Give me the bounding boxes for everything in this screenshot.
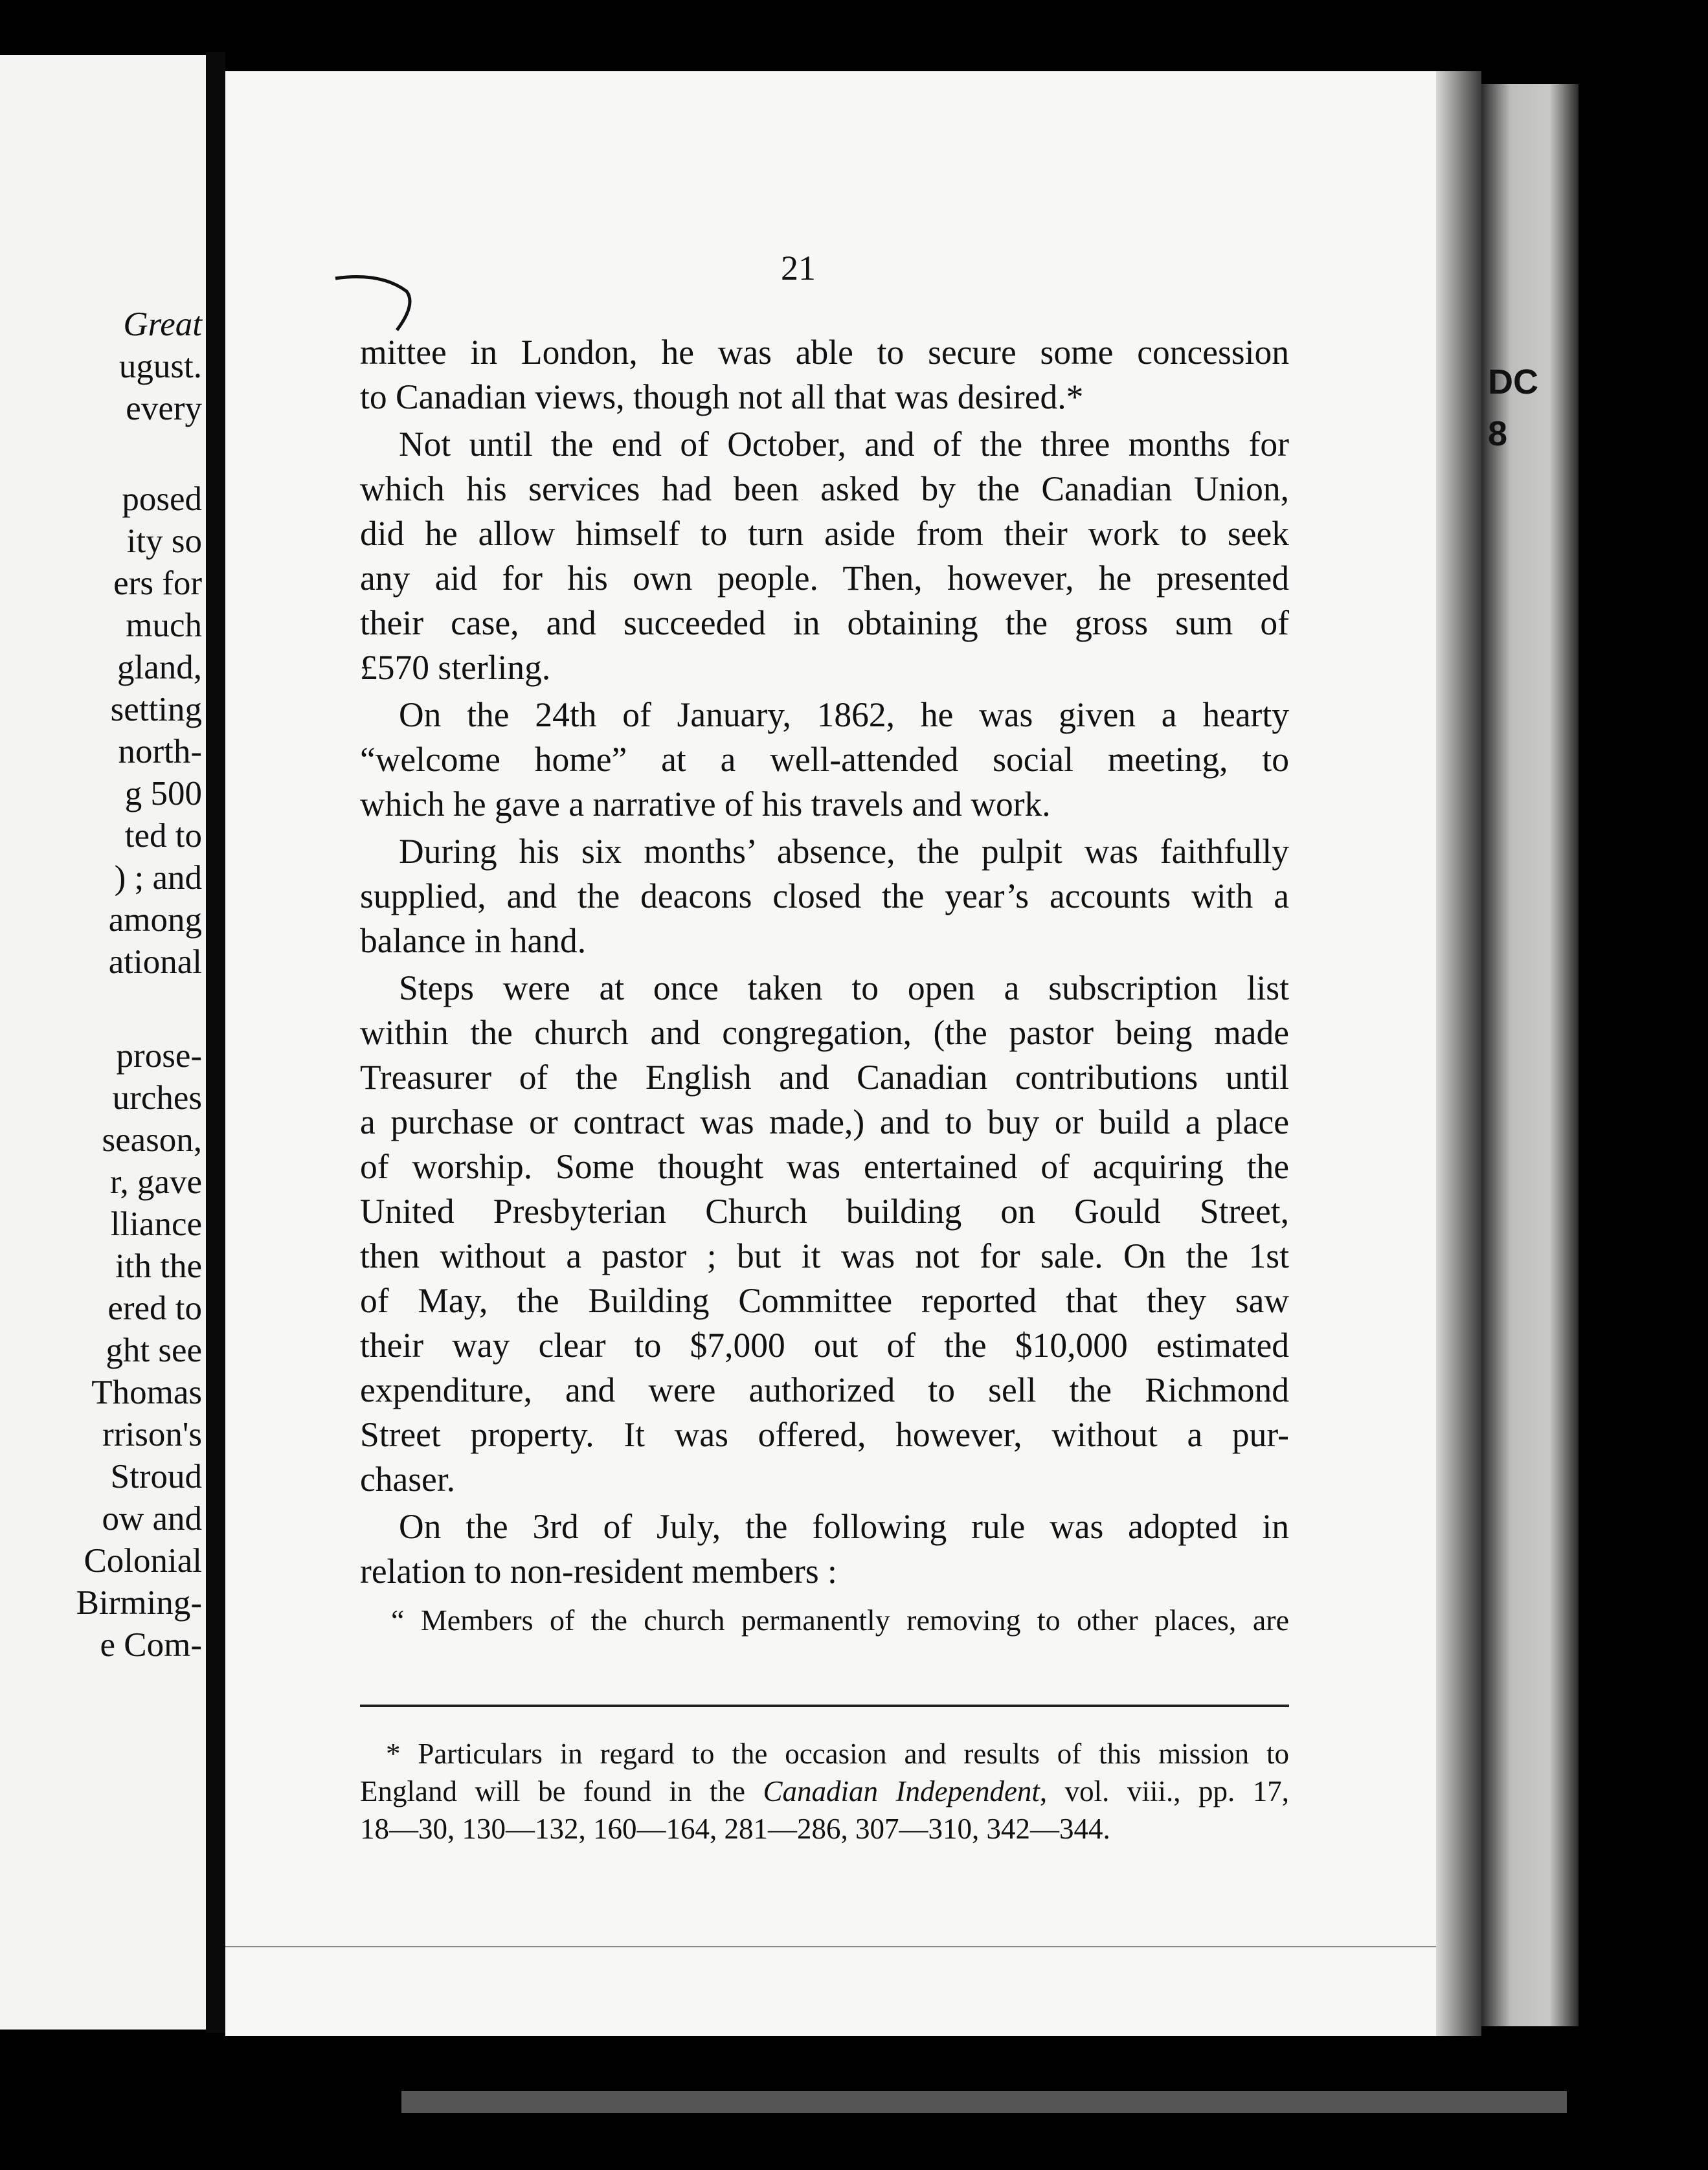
left-page-line: gland, xyxy=(117,649,202,686)
page-number: 21 xyxy=(781,249,816,287)
left-page-line: ) ; and xyxy=(114,859,202,897)
text-line: During his six months’ absence, the pulpit was faithfully xyxy=(399,832,1289,871)
paragraph xyxy=(360,1504,1289,1594)
page-edge xyxy=(1436,71,1481,2036)
text-line: Street property. It was offered, however, without a pur- xyxy=(360,1415,1289,1454)
library-mark: 8 xyxy=(1488,414,1508,453)
left-page-line: ers for xyxy=(113,565,202,602)
text-line: On the 24th of January, 1862, he was given a hearty xyxy=(399,695,1289,734)
footnote-line: 18—30, 130—132, 160—164, 281—286, 307—310, 342—344. xyxy=(360,1813,1110,1845)
footnote-title: Canadian Independent xyxy=(763,1775,1040,1807)
text-line: their case, and succeeded in obtaining the gross sum of xyxy=(360,603,1289,642)
text-line: a purchase or contract was made,) and to buy or build a place xyxy=(360,1102,1289,1141)
left-page-line: urches xyxy=(112,1079,202,1117)
text-line: then without a pastor ; but it was not for sale. On the 1st xyxy=(360,1236,1289,1275)
left-page-line: Birming- xyxy=(76,1584,202,1622)
paragraph xyxy=(360,330,1289,419)
left-page-line: Thomas xyxy=(91,1374,202,1411)
left-page-line: Stroud xyxy=(110,1458,202,1495)
text-line: Treasurer of the English and Canadian contributions until xyxy=(360,1058,1289,1097)
left-page-line: ered to xyxy=(107,1290,202,1327)
paragraph xyxy=(360,693,1289,827)
left-page-line: lliance xyxy=(110,1205,202,1243)
footnote xyxy=(360,1735,1289,1848)
text-line: £570 sterling. xyxy=(360,648,551,687)
left-page-line: every xyxy=(126,390,202,427)
left-page-line: setting xyxy=(110,691,202,728)
footnote-rule xyxy=(360,1705,1289,1707)
left-page-line: posed xyxy=(122,480,202,518)
left-page-line: ugust. xyxy=(118,348,202,385)
footnote-line: * Particulars in regard to the occasion and results of this mission to xyxy=(386,1738,1289,1770)
library-marks xyxy=(1488,356,1566,460)
left-page-line: r, gave xyxy=(109,1163,202,1201)
left-facing-page xyxy=(0,55,206,2030)
text-line: of worship. Some thought was entertained of acquiring the xyxy=(360,1147,1289,1186)
library-mark: DC xyxy=(1488,363,1538,401)
left-page-line: much xyxy=(126,607,202,644)
binding-gutter xyxy=(206,52,225,2033)
left-page-line: ational xyxy=(108,943,202,981)
text-line: to Canadian views, though not all that was desired.* xyxy=(360,377,1084,416)
quote-line: “ Members of the church permanently removing to other places, are xyxy=(391,1604,1289,1637)
text-line: Steps were at once taken to open a subscription list xyxy=(399,968,1289,1007)
left-page-line: g 500 xyxy=(124,775,202,812)
text-line: chaser. xyxy=(360,1460,456,1499)
body-text xyxy=(360,330,1289,1642)
left-page-line: among xyxy=(108,901,202,939)
left-page-line: prose- xyxy=(116,1037,202,1075)
bottom-shadow xyxy=(401,2091,1567,2113)
text-line: did he allow himself to turn aside from their work to seek xyxy=(360,514,1289,553)
footnote-line xyxy=(360,1773,1289,1810)
text-line: United Presbyterian Church building on Gould Street, xyxy=(360,1192,1289,1231)
paragraph xyxy=(360,966,1289,1502)
footnote-text: , vol. viii., pp. 17, xyxy=(1039,1775,1289,1807)
text-line: balance in hand. xyxy=(360,921,587,960)
left-page-line: ted to xyxy=(124,817,202,855)
paragraph xyxy=(360,422,1289,690)
text-line: mittee in London, he was able to secure some concession xyxy=(360,333,1289,372)
text-line: within the church and congregation, (the pastor being made xyxy=(360,1013,1289,1052)
text-line: which his services had been asked by the Canadian Union, xyxy=(360,469,1289,508)
left-page-line: rrison's xyxy=(102,1416,202,1453)
left-page-line: ow and xyxy=(102,1500,202,1538)
paragraph xyxy=(360,829,1289,963)
left-page-line: e Com- xyxy=(100,1626,202,1664)
left-page-line: north- xyxy=(118,733,202,770)
text-line: their way clear to $7,000 out of the $10,000 estimated xyxy=(360,1326,1289,1365)
text-line: which he gave a narrative of his travels and work. xyxy=(360,785,1051,823)
book-page xyxy=(225,71,1436,2036)
text-line: expenditure, and were authorized to sell the Richmond xyxy=(360,1370,1289,1409)
text-line: On the 3rd of July, the following rule was adopted in xyxy=(399,1507,1289,1546)
right-edge-strip xyxy=(1481,84,1579,2026)
text-line: any aid for his own people. Then, however, he presented xyxy=(360,559,1289,598)
left-page-line: season, xyxy=(102,1121,202,1159)
footnote-text: England will be found in the xyxy=(360,1775,763,1807)
left-page-line: ity so xyxy=(126,522,202,560)
left-page-line: ith the xyxy=(115,1247,202,1285)
scan-line xyxy=(225,1946,1436,1947)
text-line: of May, the Building Committee reported that they saw xyxy=(360,1281,1289,1320)
left-page-line: Colonial xyxy=(84,1542,202,1580)
left-page-line: ght see xyxy=(106,1332,202,1369)
text-line: supplied, and the deacons closed the year’s accounts with a xyxy=(360,877,1289,915)
left-page-line: Great xyxy=(123,306,202,343)
text-line: “welcome home” at a well-attended social meeting, to xyxy=(360,740,1289,779)
text-line: relation to non-resident members : xyxy=(360,1552,837,1591)
text-line: Not until the end of October, and of the three months for xyxy=(399,425,1289,464)
